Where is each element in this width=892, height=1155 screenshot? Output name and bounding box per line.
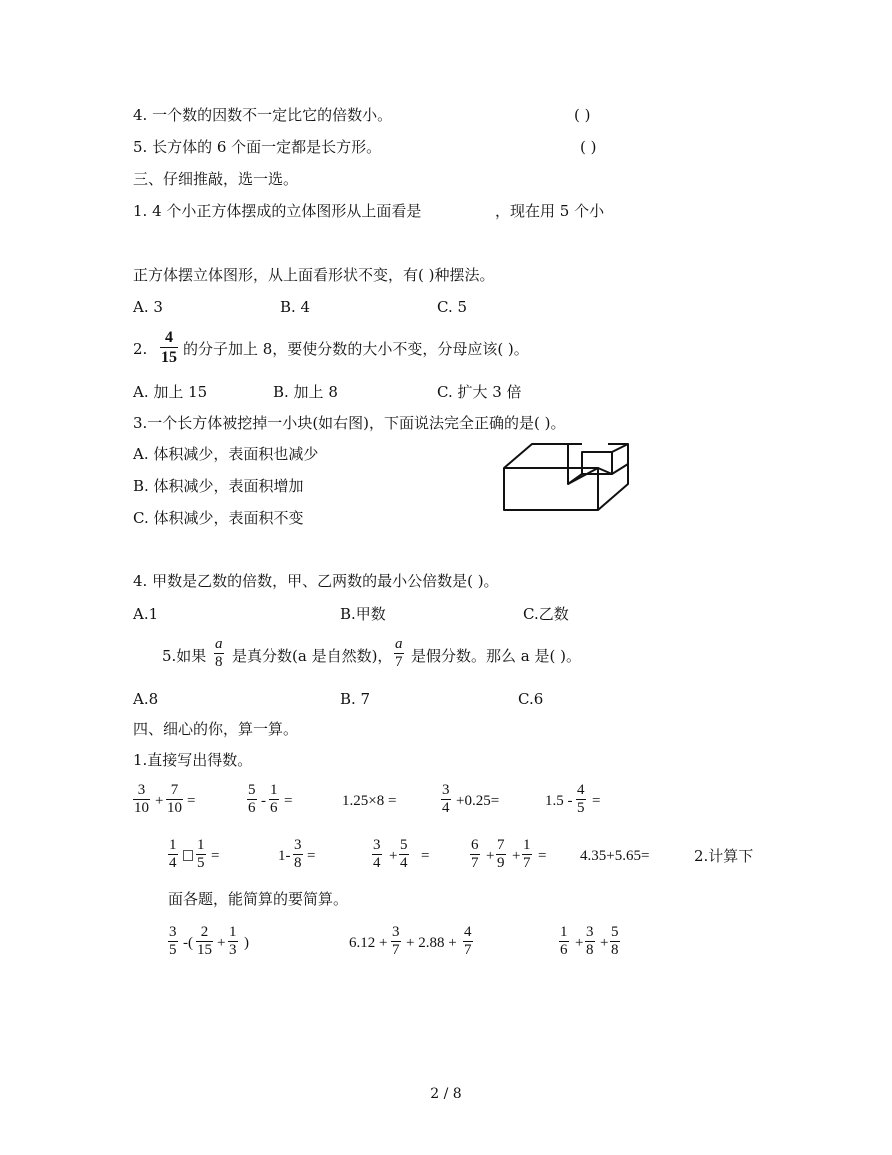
r3-e1-op2: + bbox=[217, 935, 226, 951]
s3-q5-prefix: 5.如果 bbox=[162, 647, 207, 665]
s3-q5-option-c[interactable]: C.6 bbox=[518, 690, 544, 708]
r1-e2-frac2: $\frac{1}{6}$ bbox=[270, 782, 278, 816]
r1-e5-eq: = bbox=[592, 793, 601, 809]
r3-e3-frac1: $\frac{1}{6}$ bbox=[560, 924, 568, 958]
judge-q5-answer-paren[interactable]: ( ) bbox=[580, 138, 597, 156]
s3-q3: 3.一个长方体被挖掉一小块(如右图)，下面说法完全正确的是( )。 bbox=[133, 414, 566, 432]
r2-e1-frac2: $\frac{1}{5}$ bbox=[197, 837, 205, 871]
s3-q5-option-b[interactable]: B. 7 bbox=[340, 690, 371, 708]
s3-q5-fraction1: $\frac{a}{8}$ bbox=[215, 636, 223, 670]
r3-e2-frac2: $\frac{4}{7}$ bbox=[464, 924, 472, 958]
s4-sub2-heading-b: 面各题，能简算的要简算。 bbox=[168, 890, 349, 908]
s3-q3-option-b[interactable]: B. 体积减少，表面积增加 bbox=[133, 477, 304, 495]
s3-q2-prefix: 2. bbox=[133, 340, 148, 358]
r2-e2-eq: = bbox=[307, 848, 316, 864]
s3-q1-line2: 正方体摆立体图形，从上面看形状不变，有( )种摆法。 bbox=[133, 266, 495, 284]
s3-q3-option-c[interactable]: C. 体积减少，表面积不变 bbox=[133, 509, 304, 527]
r2-e1-eq: = bbox=[211, 848, 220, 864]
s3-q1-option-b[interactable]: B. 4 bbox=[280, 298, 311, 316]
r3-e1-op: -( bbox=[183, 935, 193, 951]
r2-e1-box-op bbox=[183, 846, 193, 864]
s3-q1-option-a[interactable]: A. 3 bbox=[133, 298, 163, 316]
s3-q5-text: 是假分数。那么 a 是( )。 bbox=[411, 647, 581, 665]
r1-e5-pre: 1.5 - bbox=[545, 793, 573, 809]
s3-q3-option-a[interactable]: A. 体积减少，表面积也减少 bbox=[133, 445, 319, 463]
r2-e4-frac1: $\frac{6}{7}$ bbox=[471, 837, 479, 871]
section4-heading: 四、细心的你，算一算。 bbox=[133, 720, 299, 738]
r1-e1-op: + bbox=[155, 793, 164, 809]
page-number: 2 / 8 bbox=[430, 1086, 462, 1102]
r1-e1-frac2: $\frac{7}{10}$ bbox=[167, 782, 182, 816]
s4-sub1-heading: 1.直接写出得数。 bbox=[133, 751, 253, 769]
s3-q2-fraction: $\frac{4}{15}$ bbox=[161, 329, 177, 366]
r1-e2-eq: = bbox=[284, 793, 293, 809]
r2-e2-pre: 1- bbox=[278, 848, 291, 864]
r1-e3: 1.25×8 = bbox=[342, 793, 397, 809]
r2-e3-op: + bbox=[389, 848, 398, 864]
s3-q4-option-a[interactable]: A.1 bbox=[133, 605, 159, 623]
r2-e3-frac2: $\frac{5}{4}$ bbox=[400, 837, 408, 871]
s3-q2-text: 的分子加上 8，要使分数的大小不变，分母应该( )。 bbox=[183, 340, 529, 358]
s3-q2-option-c[interactable]: C. 扩大 3 倍 bbox=[437, 383, 522, 401]
s3-q1-option-c[interactable]: C. 5 bbox=[437, 298, 468, 316]
s3-q5-option-a[interactable]: A.8 bbox=[133, 690, 159, 708]
s3-q1-line1b: ，现在用 5 个小 bbox=[495, 202, 605, 220]
r1-e2-op: - bbox=[261, 793, 266, 809]
r2-e4-eq: = bbox=[538, 848, 547, 864]
r2-e4-frac3: $\frac{1}{7}$ bbox=[523, 837, 531, 871]
r2-e2-frac1: $\frac{3}{8}$ bbox=[294, 837, 302, 871]
r2-e4-op1: + bbox=[486, 848, 495, 864]
r2-e4-frac2: $\frac{7}{9}$ bbox=[497, 837, 505, 871]
r3-e3-frac2: $\frac{3}{8}$ bbox=[586, 924, 594, 958]
s3-q1-line1a: 1. 4 个小正方体摆成的立体图形从上面看是 bbox=[133, 202, 422, 220]
r1-e1-frac1: $\frac{3}{10}$ bbox=[134, 782, 149, 816]
r2-e3-frac1: $\frac{3}{4}$ bbox=[373, 837, 381, 871]
s3-q2-option-b[interactable]: B. 加上 8 bbox=[273, 383, 338, 401]
r3-e1-frac2: $\frac{2}{15}$ bbox=[197, 924, 212, 958]
s3-q5-mid: 是真分数(a 是自然数)， bbox=[232, 647, 393, 665]
r1-e2-frac1: $\frac{5}{6}$ bbox=[248, 782, 256, 816]
r3-e3-frac3: $\frac{5}{8}$ bbox=[611, 924, 619, 958]
judge-q4: 4. 一个数的因数不一定比它的倍数小。 bbox=[133, 106, 393, 124]
r2-e1-frac1: $\frac{1}{4}$ bbox=[169, 837, 177, 871]
r3-e1-frac3: $\frac{1}{3}$ bbox=[229, 924, 237, 958]
section3-heading: 三、仔细推敲，选一选。 bbox=[133, 170, 299, 188]
r3-e3-op1: + bbox=[575, 935, 584, 951]
r1-e4-frac1: $\frac{3}{4}$ bbox=[442, 782, 450, 816]
s3-q4: 4. 甲数是乙数的倍数，甲、乙两数的最小公倍数是( )。 bbox=[133, 572, 499, 590]
r2-e3-eq: = bbox=[421, 848, 430, 864]
r3-e2-pre: 6.12 + bbox=[349, 935, 388, 951]
cuboid-notch-figure bbox=[502, 442, 634, 512]
s3-q4-option-c[interactable]: C.乙数 bbox=[523, 605, 569, 623]
s3-q2-option-a[interactable]: A. 加上 15 bbox=[133, 383, 208, 401]
s4-sub2-heading-a: 2.计算下 bbox=[694, 847, 754, 865]
r1-e5-frac1: $\frac{4}{5}$ bbox=[577, 782, 585, 816]
r1-e4-rest: +0.25= bbox=[456, 793, 500, 809]
r3-e1-frac1: $\frac{3}{5}$ bbox=[169, 924, 177, 958]
s3-q5-fraction2: $\frac{a}{7}$ bbox=[395, 636, 403, 670]
r3-e2-frac1: $\frac{3}{7}$ bbox=[392, 924, 400, 958]
r3-e1-close: ) bbox=[244, 935, 249, 951]
r1-e1-eq: = bbox=[187, 793, 196, 809]
r2-e4-op2: + bbox=[512, 848, 521, 864]
judge-q4-answer-paren[interactable]: ( ) bbox=[574, 106, 591, 124]
r2-e5: 4.35+5.65= bbox=[580, 848, 650, 864]
r3-e3-op2: + bbox=[600, 935, 609, 951]
s3-q4-option-b[interactable]: B.甲数 bbox=[340, 605, 386, 623]
r3-e2-mid: + 2.88 + bbox=[406, 935, 457, 951]
judge-q5: 5. 长方体的 6 个面一定都是长方形。 bbox=[133, 138, 382, 156]
